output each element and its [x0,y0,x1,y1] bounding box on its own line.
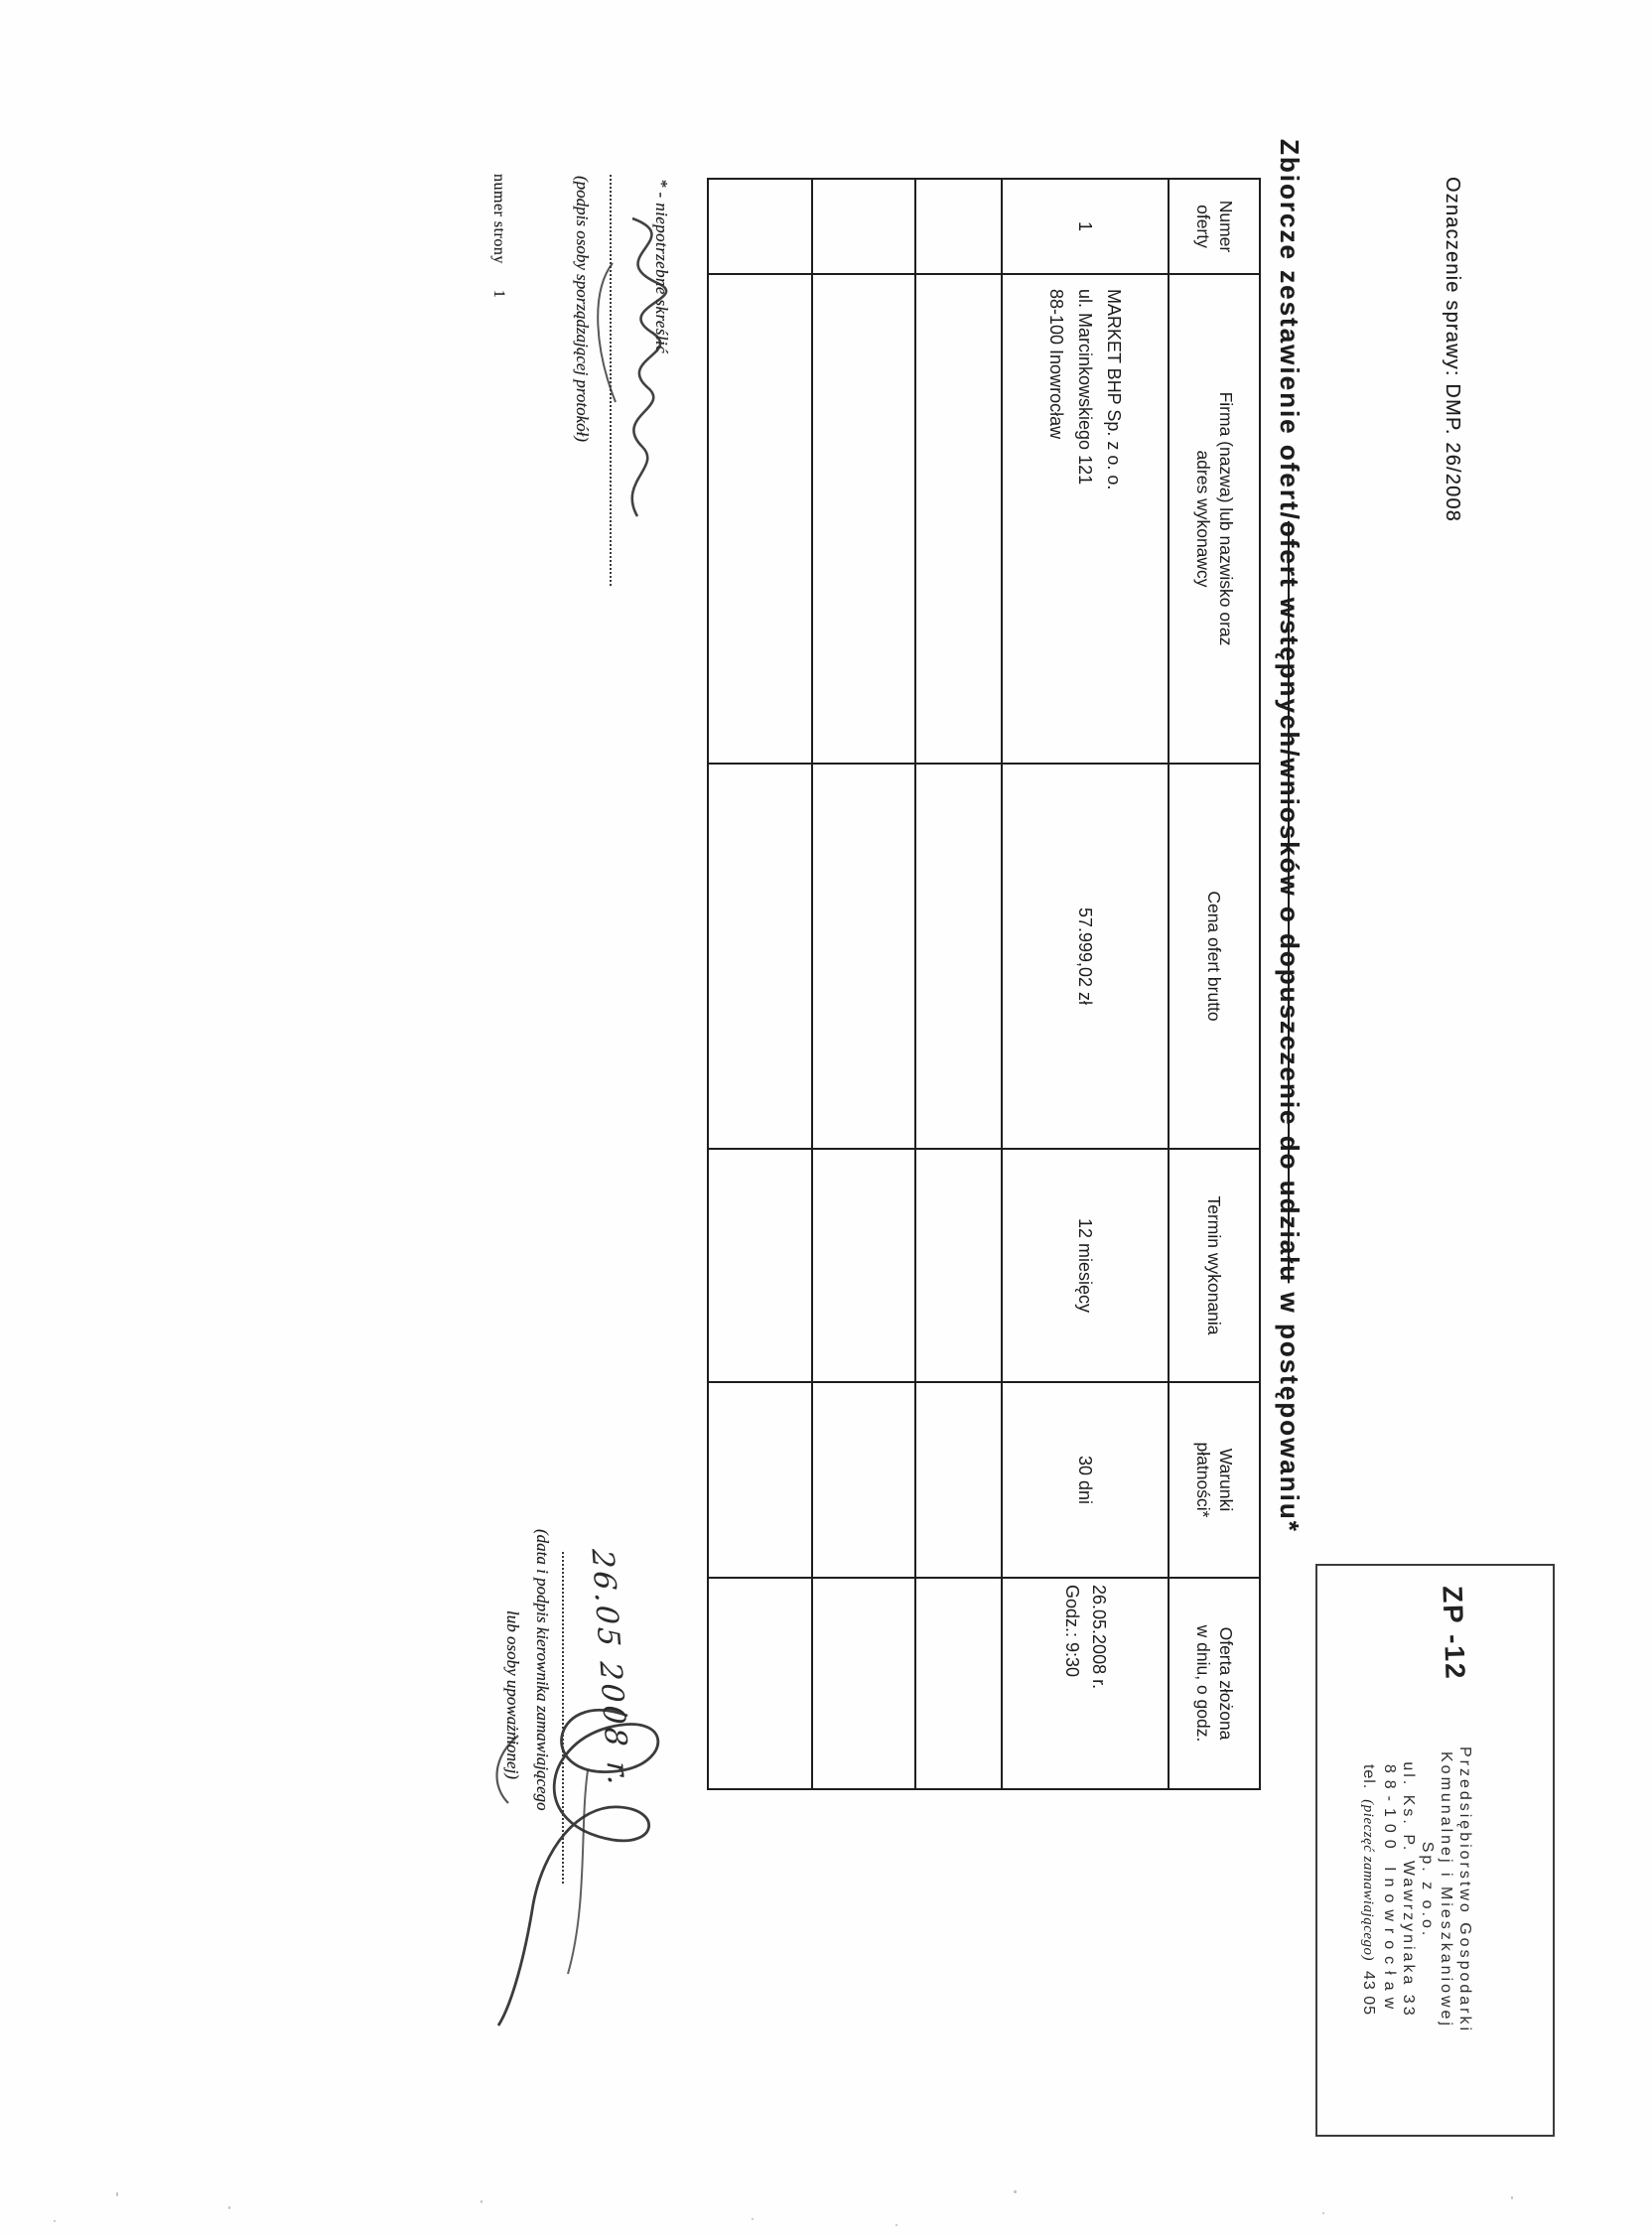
page-number-label: numer strony [490,174,507,264]
scan-speckle [481,2200,482,2203]
scan-speckle [116,2192,118,2196]
header-oferta-zlozona: Oferta złożona w dniu, o godz. [1169,1578,1260,1789]
director-signature-caption-line1: (data i podpis kierownika zamawiającego [533,1529,552,1811]
preparer-signature-dotted-line [610,175,637,586]
cell-completion-term: 12 miesięcy [1002,1149,1169,1382]
header-cena-brutto: Cena ofert brutto [1169,764,1260,1149]
stamp-text-block [1359,1651,1473,2129]
page-number-value: 1 [490,289,507,299]
stamp-tel-line [1359,1651,1377,2129]
title-struck-options: ofert wstępnych/wniosków o dopuszczenie do udziału [1275,520,1305,1284]
scan-speckle [228,2206,230,2209]
contracting-authority-stamp-frame [1315,1564,1555,2137]
stamp-city-line: 88-100 Inowrocław [1381,1763,1398,2017]
offers-summary-table [707,178,1261,1790]
header-warunki-platnosci: Warunki płatności* [1169,1382,1260,1578]
table-empty-row [708,179,812,1789]
header-firma-adres: Firma (nazwa) lub nazwisko oraz adres wykonawcy [1169,274,1260,764]
scan-speckle [1014,2190,1017,2193]
cell-payment-terms: 30 dni [1002,1382,1169,1578]
zp-number-handwritten: ZP -12 [1437,1585,1471,1682]
handwritten-date: 26.05 2008 r. [584,1548,636,1789]
table-empty-row [915,179,1002,1789]
scan-speckle [54,2220,56,2222]
footnote-strike-unneeded: * - niepotrzebne skreślić [652,179,671,354]
scan-speckle [895,2224,897,2226]
scan-speckle [1511,2196,1513,2199]
cell-gross-price: 57.999,02 zł [1002,764,1169,1149]
cell-contractor-address: MARKET BHP Sp. z o. o. ul. Marcinkowskiego 121 88-100 Inowrocław [1002,274,1169,764]
stamp-company-line2: Komunalnej i Mieszkaniowej [1438,1751,1454,2028]
table-header-row [1169,179,1260,1789]
cell-submission-datetime: 26.05.2008 r. Godz.: 9:30 [1002,1578,1169,1789]
scan-speckle [1322,2212,1324,2214]
director-signature-caption-line2: lub osoby upoważnionej) [503,1610,522,1779]
cell-offer-number: 1 [1002,179,1169,274]
stamp-street-line: ul. Ks. P. Wawrzyniaka 33 [1400,1761,1417,2019]
stamp-tel-prefix: tel. [1360,1763,1377,1790]
stamp-caption: (pieczęć zamawiającego) [1360,1799,1376,1961]
header-numer-oferty: Numer oferty [1169,179,1260,274]
stamp-tel-suffix: 43 05 [1360,1971,1377,2017]
table-empty-row [812,179,915,1789]
case-designation: Oznaczenie sprawy: DMP. 26/2008 [1442,177,1463,523]
table-row-offer-1 [1002,179,1169,1789]
title-kept-start: Zbiorcze zestawienie ofert/ [1275,139,1305,521]
document-title [1274,139,1305,1533]
header-termin-wykonania: Termin wykonania [1169,1149,1260,1382]
stamp-company-line3: Sp. z o.o. [1419,1841,1436,1939]
preparer-signature-caption: (podpis osoby sporządzającej protokół) [573,176,592,443]
title-kept-end: w postępowaniu* [1275,1283,1305,1533]
page-number-footer [489,174,507,298]
stamp-company-line1: Przedsiębiorstwo Gospodarki [1456,1746,1473,2034]
scan-speckle [752,2218,754,2220]
director-signature-dotted-line [562,1552,590,1884]
